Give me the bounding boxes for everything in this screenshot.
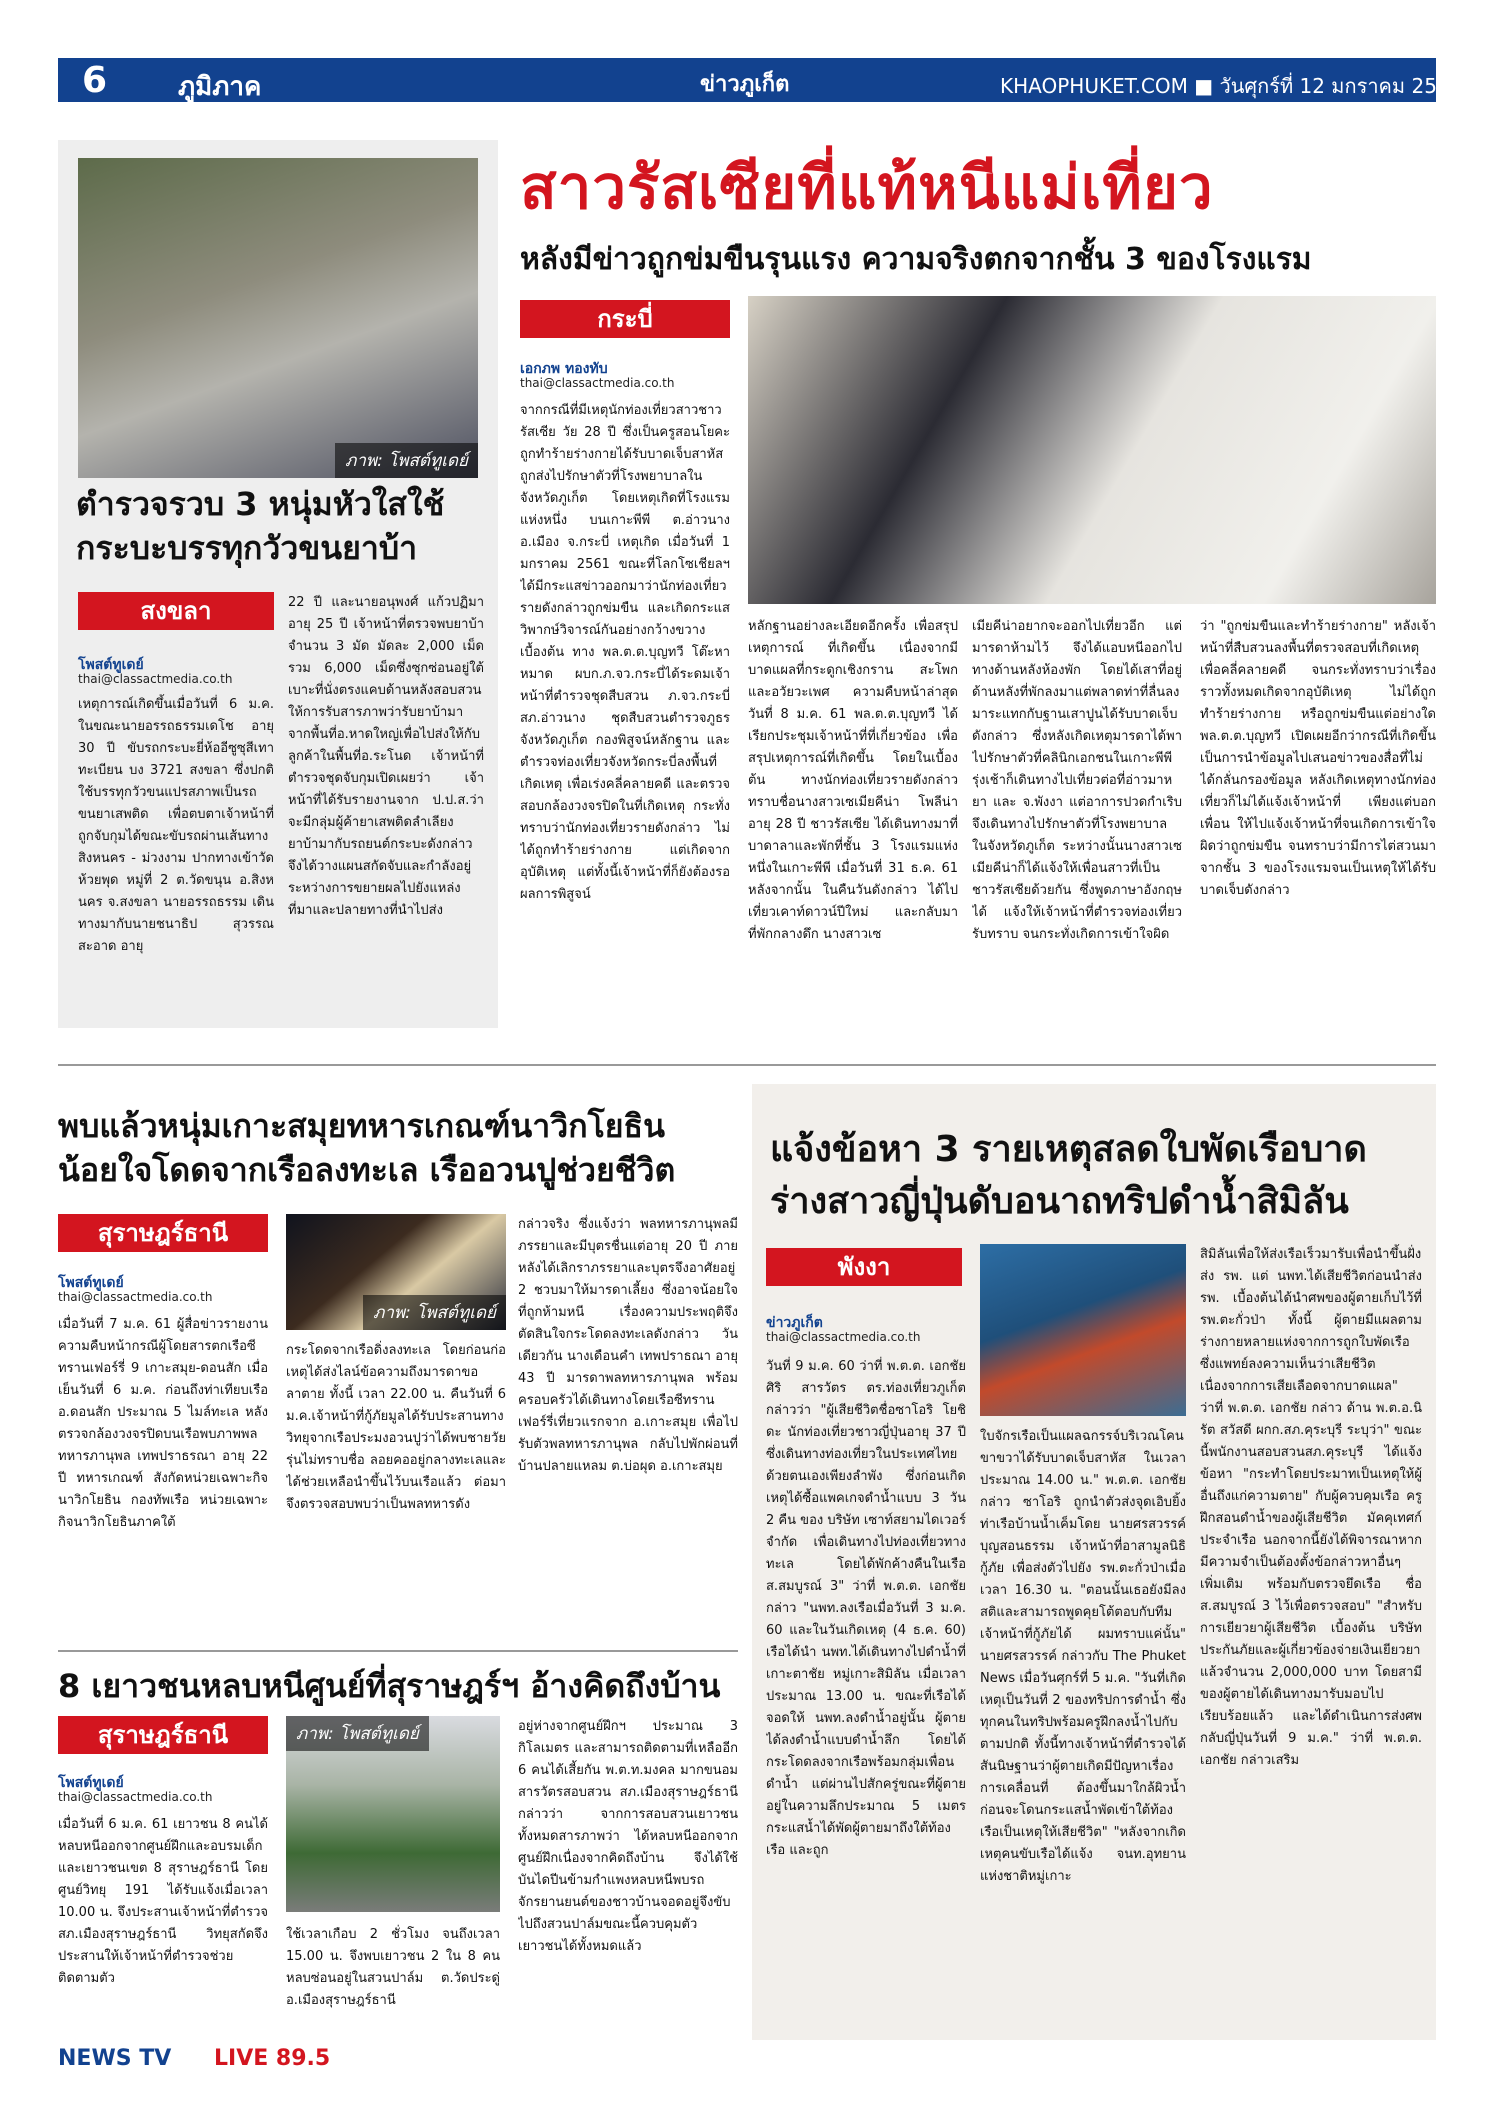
story3-column-3: กล่าวจริง ซึ่งแจ้งว่า พลทหารภานุพลมีภรรยาและมีบุตรชื่นแต่อายุ 20 ปี ภายหลังได้เลิกราภรรยาและบุตรจึงอาศัยอยู่ 2 ชวบมาให้มารดาเลี้ยง ซึ่งอาจน้อยใจที่ถูกห้ามหนี เรื่องความประพฤติจึงตัดสินใจกระโดดลงทะเลดังกล่าว วันเดียวกัน นางเดือนคำ เทพปราธณา อายุ 43 ปี มารดาพลทหารภานุพล พร้อมครอบครัวได้เดินทางโดยเรือซีทรานเฟอร์รี่เที่ยวแรกจาก อ.เกาะสมุย เพื่อไปรับตัวพลทหารภานุพล กลับไปพักผ่อนที่บ้านปลายแหลม ต.บ่อผุด อ.เกาะสมุย (518, 1217, 738, 1474)
story3-photo (286, 1214, 506, 1330)
page-number: 6 (82, 60, 108, 101)
story2-column-2: 22 ปี และนายอนุพงศ์ แก้วปฏิมา อายุ 25 ปี เจ้าหน้าที่ตรวจพบยาบ้า จำนวน 3 มัด มัดละ 2,000 เม็ด รวม 6,000 เม็ดซึ่งซุกซ่อนอยู่ใต้เบาะที่นั่งตรงแคบด้านหลังสอบสวนให้การรับสารภาพว่ารับยาบ้ามาจากพื้นที่อ.หาดใหญ่เพื่อไปส่งให้กับลูกค้าในพื้นที่อ.ระโนด เจ้าหน้าที่ตำรวจชุดจับกุมเปิดเผยว่า เจ้าหน้าที่ได้รับรายงานจาก ป.ป.ส.ว่าจะมีกลุ่มผู้ค้ายาเสพติดลำเลียงยาบ้ามากับรถยนต์กระบะดังกล่าว จึงได้วางแผนสกัดจับและกำลังอยู่ระหว่างการขยายผลไปยังแหล่งที่มาและปลายทางที่นำไปส่ง (288, 595, 484, 918)
story3-column-1: เมื่อวันที่ 7 ม.ค. 61 ผู้สื่อข่าวรายงานความคืบหน้ากรณีผู้โดยสารตกเรือซีทรานเฟอร์รี่ 9 เกาะสมุย-ดอนสัก เมื่อเย็นวันที่ 6 ม.ค. ก่อนถึงท่าเทียบเรือ อ.ดอนสัก ประมาณ 5 ไมล์ทะเล หลังตรวจกล้องวงจรปิดบนเรือพบภาพพลทหารภานุพล เทพปราธรณา อายุ 22 ปี ทหารเกณฑ์ สังกัดหน่วยเฉพาะกิจนาวิกโยธิน กองทัพเรือ หน่วยเฉพาะกิจนาวิกโยธินภาคใต้ (58, 1317, 268, 1530)
story3-column-2: กระโดดจากเรือดิ่งลงทะเล โดยก่อนก่อเหตุได้ส่งไลน์ข้อความถึงมารดาขอลาตาย ทั้งนี้ เวลา 22.00 น. คืนวันที่ 6 ม.ค.เจ้าหน้าที่กู้ภัยมูลได้รับประสานทางวิทยุจากเรือประมงอวนปูว่าได้พบชายวัยรุ่นไม่ทราบชื่อ ลอยคออยู่กลางทะเลและได้ช่วยเหลือนำขึ้นไว้บนเรือแล้ว ต่อมาจึงตรวจสอบพบว่าเป็นพลทหารดัง (286, 1343, 506, 1512)
story5-column-3: สิมิลันเพื่อให้ส่งเรือเร็วมารับเพื่อนำขึ้นฝั่งส่ง รพ. แต่ นพท.ได้เสียชีวิตก่อนนำส่ง รพ. เบื้องต้นได้นำศพของผู้ตายเก็บไว้ที่ รพ.ตะกั่วป่า ทั้งนี้ ผู้ตายมีแผลตามร่างกายหลายแห่งจากการถูกใบพัดเรือ ซึ่งแพทย์ลงความเห็นว่าเสียชีวิตเนื่องจากการเสียเลือดจากบาดแผล" ว่าที่ พ.ต.ต. เอกชัย กล่าว ด้าน พ.ต.อ.นิรัต สวัสดี ผกก.สภ.คุระบุรี ระบุว่า" ขณะนี้พนักงานสอบสวนสภ.คุระบุรี ได้แจ้งข้อหา "กระทำโดยประมาทเป็นเหตุให้ผู้อื่นถึงแก่ความตาย" กับผู้ควบคุมเรือ ครูฝึกสอนดำน้ำของผู้เสียชีวิต มัคคุเทศก์ประจำเรือ นอกจากนี้ยังได้พิจารณาหากมีความจำเป็นต้องตั้งข้อกล่าวหาอื่นๆ เพิ่มเติม พร้อมกับตรวจยึดเรือ ชื่อ ส.สมบูรณ์ 3 ไว้เพื่อตรวจสอบ" "สำหรับการเยียวยาผู้เสียชีวิต เบื้องต้น บริษัทประกันภัยและผู้เกี่ยวข้องจ่ายเงินเยียวยาแล้วจำนวน 2,000,000 บาท โดยสามีของผู้ตายได้เดินทางมารับมอบไปเรียบร้อยแล้ว และได้ดำเนินการส่งศพกลับญี่ปุ่นวันที่ 9 ม.ค." ว่าที่ พ.ต.ต. เอกชัย กล่าวเสริม (1200, 1247, 1422, 1768)
story5-author: ข่าวภูเก็ต (766, 1315, 823, 1331)
story3-email: thai@classactmedia.co.th (58, 1290, 213, 1304)
story2-column-1: เหตุการณ์เกิดขึ้นเมื่อวันที่ 6 ม.ค. ในขณะนายอรรถธรรมเดโช อายุ 30 ปี ขับรถกระบะยี่ห้ออีซูซุสีเทา ทะเบียน บง 3721 สงขลา ซึ่งปกติใช้บรรทุกวัวขนแปรสภาพเป็นรถขนยาเสพติด เพื่อตบตาเจ้าหน้าที่ ถูกจับกุมได้ขณะขับรถผ่านเส้นทางสิงหนคร - ม่วงงาม ปากทางเข้าวัดห้วยพุด หมู่ที่ 2 ต.วัดขนุน อ.สิงหนคร จ.สงขลา นายอรรถธรรม เดินทางมากับนายชนาธิป สุวรรณสะอาด อายุ (78, 697, 274, 954)
story1-column-3: เมียคีน่าอยากจะออกไปเที่ยวอีก แต่มารดาห้ามไว้ จึงได้แอบหนีออกไปทางด้านหลังห้องพัก โดยได้เสาที่อยู่ด้านหลังที่พักลงมาแต่พลาดท่าที่ลื่นลงมาระแทกกับฐานเสาปูนได้รับบาดเจ็บดังกล่าว ซึ่งหลังเกิดเหตุมารดาได้พาไปรักษาตัวที่คลินิกเอกชนในเกาะพีพี รุ่งเช้าก็เดินทางไปเที่ยวต่อที่อ่าวมาหยา และ จ.พังงา แต่อาการปวดกำเริบจึงเดินทางไปรักษาตัวที่โรงพยาบาลในจังหวัดภูเก็ต ระหว่างนั้นนางสาวเซเมียคีน่าก็ได้แจ้งให้เพื่อนสาวที่เป็นชาวรัสเซียด้วยกัน ซึ่งพูดภาษาอังกฤษได้ แจ้งให้เจ้าหน้าที่ตำรวจท่องเที่ยวรับทราบ จนกระทั่งเกิดการเข้าใจผิด (972, 619, 1182, 942)
story1-headline: สาวรัสเซียที่แท้หนีแม่เที่ยว (520, 153, 1214, 223)
story4-headline: 8 เยาวชนหลบหนีศูนย์ที่สุราษฎร์ฯ อ้างคิดถึงบ้าน (58, 1667, 721, 1705)
story2-photo-caption: ภาพ: โพสต์ทูเดย์ (335, 443, 478, 478)
story4-photo-caption: ภาพ: โพสต์ทูเดย์ (286, 1716, 429, 1751)
story4-column-3: อยู่ห่างจากศูนย์ฝึกฯ ประมาณ 3 กิโลเมตร และสามารถติดตามที่เหลืออีก 6 คนได้เสี้ยกัน พ.ต.ท.มงคล มากขนอม สารวัตรสอบสวน สภ.เมืองสุราษฎร์ธานี กล่าวว่า จากการสอบสวนเยาวชนทั้งหมดสารภาพว่า ได้หลบหนีออกจากศูนย์ฝึกเนื่องจากคิดถึงบ้าน จึงได้ใช้บันไดปีนข้ามกำแพงหลบหนีพบรถจักรยานยนต์ของชาวบ้านจอดอยู่จึงขับไปถึงสวนปาล์มขณะนี้ควบคุมตัวเยาวชนได้ทั้งหมดแล้ว (518, 1719, 738, 1954)
story3-location-tag: สุราษฎร์ธานี (58, 1214, 268, 1252)
masthead-logo: ข่าวภูเก็ต (700, 72, 790, 97)
story5-location-tag: พังงา (766, 1248, 962, 1286)
story5-column-2: ใบจักรเรือเป็นแผลฉกรรจ์บริเวณโคนขาขวาได้รับบาดเจ็บสาหัส ในเวลาประมาณ 14.00 น." พ.ต.ต. เอกชัย กล่าว ซาโอริ ถูกนำตัวส่งจุดเอิบยิ้งท่าเรือบ้านน้ำเค็มโดย นายศรสวรรค์ บุญสอนธรรม เจ้าหน้าที่อาสามูลนิธิกู้ภัย เพื่อส่งตัวไปยัง รพ.ตะกั่วป่าเมื่อเวลา 16.30 น. "ตอนนั้นเธอยังมีลงสติและสามารถพูดคุยโต้ตอบกับทีมเจ้าหน้าที่กู้ภัยได้ ผมทราบแค่นั้น" นายศรสวรรค์ กล่าวกับ The Phuket News เมื่อวันศุกร์ที่ 5 ม.ค. "วันที่เกิดเหตุเป็นวันที่ 2 ของทริปการดำน้ำ ซึ่งทุกคนในทริปพร้อมครูฝึกลงน้ำไปกับตามปกติ ทั้งนี้ทางเจ้าหน้าที่ตำรวจได้สันนิษฐานว่าผู้ตายเกิดมีปัญหาเรื่องการเคลื่อนที่ ต้องขึ้นมาใกล้ผิวน้ำ ก่อนจะโดนกระแสน้ำพัดเข้าใต้ท้องเรือเป็นเหตุให้เสียชีวิต" "หลังจากเกิดเหตุคนขับเรือได้แจ้ง จนท.อุทยานแห่งชาติหมู่เกาะ (980, 1429, 1186, 1884)
story2-author: โพสต์ทูเดย์ (78, 657, 144, 673)
story4-email: thai@classactmedia.co.th (58, 1790, 213, 1804)
story4-column-1: เมื่อวันที่ 6 ม.ค. 61 เยาวชน 8 คนได้หลบหนีออกจากศูนย์ฝึกและอบรมเด็กและเยาวชนเขต 8 สุราษฎร์ธานี โดยศูนย์วิทยุ 191 ได้รับแจ้งเมื่อเวลา 10.00 น. จึงประสานเจ้าหน้าที่ตำรวจ สภ.เมืองสุราษฎร์ธานี วิทยุสกัดจึงประสานให้เจ้าหน้าที่ตำรวจช่วยติดตามตัว (58, 1817, 268, 1986)
story1-column-4: ว่า "ถูกข่มขืนและทำร้ายร่างกาย" หลังเจ้าหน้าที่สืบสวนลงพื้นที่ตรวจสอบที่เกิดเหตุเพื่อคลี่คลายคดี จนกระทั่งทราบว่าเรื่องราวทั้งหมดเกิดจากอุบัติเหตุ ไม่ได้ถูกทำร้ายร่างกาย หรือถูกข่มขืนแต่อย่างใด พล.ต.ต.บุญทวี เปิดเผยอีกว่ากรณีที่เกิดขึ้นเป็นการนำข้อมูลไปเสนอข่าวของสื่อที่ไม่ได้กลั่นกรองข้อมูล หลังเกิดเหตุทางนักท่องเที่ยวก็ไม่ได้แจ้งเจ้าหน้าที่ เพียงแต่บอกเพื่อน ให้ไปแจ้งเจ้าหน้าที่จนเกิดการเข้าใจผิดว่าถูกข่มขืน จนทราบว่ามีการไต่สวนมาจากชั้น 3 ของโรงแรมจนเป็นเหตุให้ได้รับบาดเจ็บดังกล่าว (1200, 619, 1436, 898)
story4-location-tag: สุราษฎร์ธานี (58, 1716, 268, 1754)
story5-photo (980, 1244, 1186, 1416)
story1-column-2: หลักฐานอย่างละเอียดอีกครั้ง เพื่อสรุปเหตุการณ์ ที่เกิดขึ้น เนื่องจากมีบาดแผลที่กระดูกเชิงกราน สะโพกและอวัยวะเพศ ความคืบหน้าล่าสุด วันที่ 8 ม.ค. 61 พล.ต.ต.บุญทวี ได้เรียกประชุมเจ้าหน้าที่ที่เกี่ยวข้อง เพื่อสรุปเหตุการณ์ที่เกิดขึ้น โดยในเบื้องต้น ทางนักท่องเที่ยวรายดังกล่าว ทราบชื่อนางสาวเซเมียคีน่า โพลีน่า อายุ 28 ปี ชาวรัสเซีย ได้เดินทางมาที่บาดาลาและพักที่ชั้น 3 โรงแรมแห่งหนึ่งในเกาะพีพี เมื่อวันที่ 31 ธ.ค. 61 หลังจากนั้น ในคืนวันดังกล่าว ได้ไปเที่ยวเคาท์ดาวน์ปีใหม่ และกลับมาที่พักกลางดึก นางสาวเซ (748, 619, 958, 942)
story4-divider (58, 1650, 738, 1652)
story2-headline: ตำรวจรวบ 3 หนุ่มหัวใสใช้กระบะบรรทุกวัวขนยาบ้า (76, 485, 445, 567)
story4-author: โพสต์ทูเดย์ (58, 1775, 124, 1791)
story1-location-tag: กระบี่ (520, 300, 730, 338)
story4-photo (286, 1716, 500, 1912)
footer-newstv-logo: NEWS TV (58, 2046, 172, 2071)
story4-column-2: ใช้เวลาเกือบ 2 ชั่วโมง จนถึงเวลา 15.00 น. จึงพบเยาวชน 2 ใน 8 คน หลบซ่อนอยู่ในสวนปาล์ม ต.วัดประดู่ อ.เมืองสุราษฎร์ธานี (286, 1927, 500, 2008)
story3-author: โพสต์ทูเดย์ (58, 1275, 124, 1291)
story2-email: thai@classactmedia.co.th (78, 672, 233, 686)
story1-photo (748, 296, 1436, 604)
story2-photo (78, 158, 478, 478)
story1-subheadline: หลังมีข่าวถูกข่มขืนรุนแรง ความจริงตกจากชั้น 3 ของโรงแรม (520, 242, 1312, 277)
section-name: ภูมิภาค (178, 72, 262, 102)
story5-column-1: วันที่ 9 ม.ค. 60 ว่าที่ พ.ต.ต. เอกชัย ศิริ สารวัตร ตร.ท่องเที่ยวภูเก็ต กล่าวว่า "ผู้เสียชีวิตชื่อซาโอริ โยชิดะ นักท่องเที่ยวชาวญี่ปุ่นอายุ 37 ปี ซึ่งเดินทางท่องเที่ยวในประเทศไทยด้วยตนเองเพียงลำพัง ซึ่งก่อนเกิดเหตุได้ซื้อแพคเกจดำน้ำแบบ 3 วัน 2 คืน ของ บริษัท เซาท์สยามไดเวอร์ จำกัด เพื่อเดินทางไปท่องเที่ยวทางทะเล โดยได้พักค้างคืนในเรือ ส.สมบูรณ์ 3" ว่าที่ พ.ต.ต. เอกชัย กล่าว "นพท.ลงเรือเมื่อวันที่ 3 ม.ค. 60 และในวันเกิดเหตุ (4 ธ.ค. 60) เรือได้นำ นพท.ได้เดินทางไปดำน้ำที่เกาะตาชัย หมู่เกาะสิมิลัน เมื่อเวลาประมาณ 13.00 น. ขณะที่เรือได้จอดให้ นพท.ลงดำน้ำอยู่นั้น ผู้ตายได้ลงดำน้ำแบบดำน้ำลึก โดยได้กระโดดลงจากเรือพร้อมกลุ่มเพื่อนดำน้ำ แต่ผ่านไปสักครู่ขณะที่ผู้ตายอยู่ในความลึกประมาณ 5 เมตร กระแสน้ำได้พัดผู้ตายมาถึงใต้ท้องเรือ และถูก (766, 1359, 966, 1858)
story2-location-tag: สงขลา (78, 592, 274, 630)
story3-headline: พบแล้วหนุ่มเกาะสมุยทหารเกณฑ์นาวิกโยธินน้อยใจโดดจากเรือลงทะเล เรืออวนปูช่วยชีวิต (58, 1107, 676, 1189)
story5-headline: แจ้งข้อหา 3 รายเหตุสลดใบพัดเรือบาดร่างสาวญี่ปุ่นดับอนาถทริปดำน้ำสิมิลัน (770, 1129, 1367, 1222)
footer-live-logo: LIVE 89.5 (214, 2046, 331, 2071)
section-divider (58, 1064, 1436, 1066)
story1-email: thai@classactmedia.co.th (520, 376, 675, 390)
story5-email: thai@classactmedia.co.th (766, 1330, 921, 1344)
story1-column-1: จากกรณีที่มีเหตุนักท่องเที่ยวสาวชาวรัสเซีย วัย 28 ปี ซึ่งเป็นครูสอนโยคะถูกทำร้ายร่างกายได้รับบาดเจ็บสาหัส ถูกส่งไปรักษาตัวที่โรงพยาบาลในจังหวัดภูเก็ต โดยเหตุเกิดที่โรงแรมแห่งหนึ่ง บนเกาะพีพี ต.อ่าวนาง อ.เมือง จ.กระบี่ เหตุเกิด เมื่อวันที่ 1 มกราคม 2561 ขณะที่โลกโซเชียลฯ ได้มีกระแสข่าวออกมาว่านักท่องเที่ยวรายดังกล่าวถูกข่มขืน และเกิดกระแสวิพากษ์วิจารณ์กันอย่างกว้างขวาง เบื้องต้น ทาง พล.ต.ต.บุญทวี โต๊ะหาหมาด ผบก.ภ.จว.กระบี่ได้ระดมเจ้าหน้าที่ตำรวจชุดสืบสวน ภ.จว.กระบี่ สภ.อ่าวนาง ชุดสืบสวนตำรวจภูธรจังหวัดภูเก็ต กองพิสูจน์หลักฐาน และตำรวจท่องเที่ยวจังหวัดกระบี่ลงพื้นที่เกิดเหตุ เพื่อเร่งคลี่คลายคดี และตรวจสอบกล้องวงจรปิดในที่เกิดเหตุ กระทั่งทราบว่านักท่องเที่ยวรายดังกล่าว ไม่ได้ถูกทำร้ายร่างกาย แต่เกิดจากอุบัติเหตุ แต่ทั้งนี้เจ้าหน้าที่ก็ยังต้องรอผลการพิสูจน์ (520, 403, 730, 902)
story1-author: เอกภพ ทองทับ (520, 361, 608, 377)
site-and-date: KHAOPHUKET.COM ■ วันศุกร์ที่ 12 มกราคม 2561 (1000, 74, 1463, 98)
story3-photo-caption: ภาพ: โพสต์ทูเดย์ (363, 1295, 506, 1330)
